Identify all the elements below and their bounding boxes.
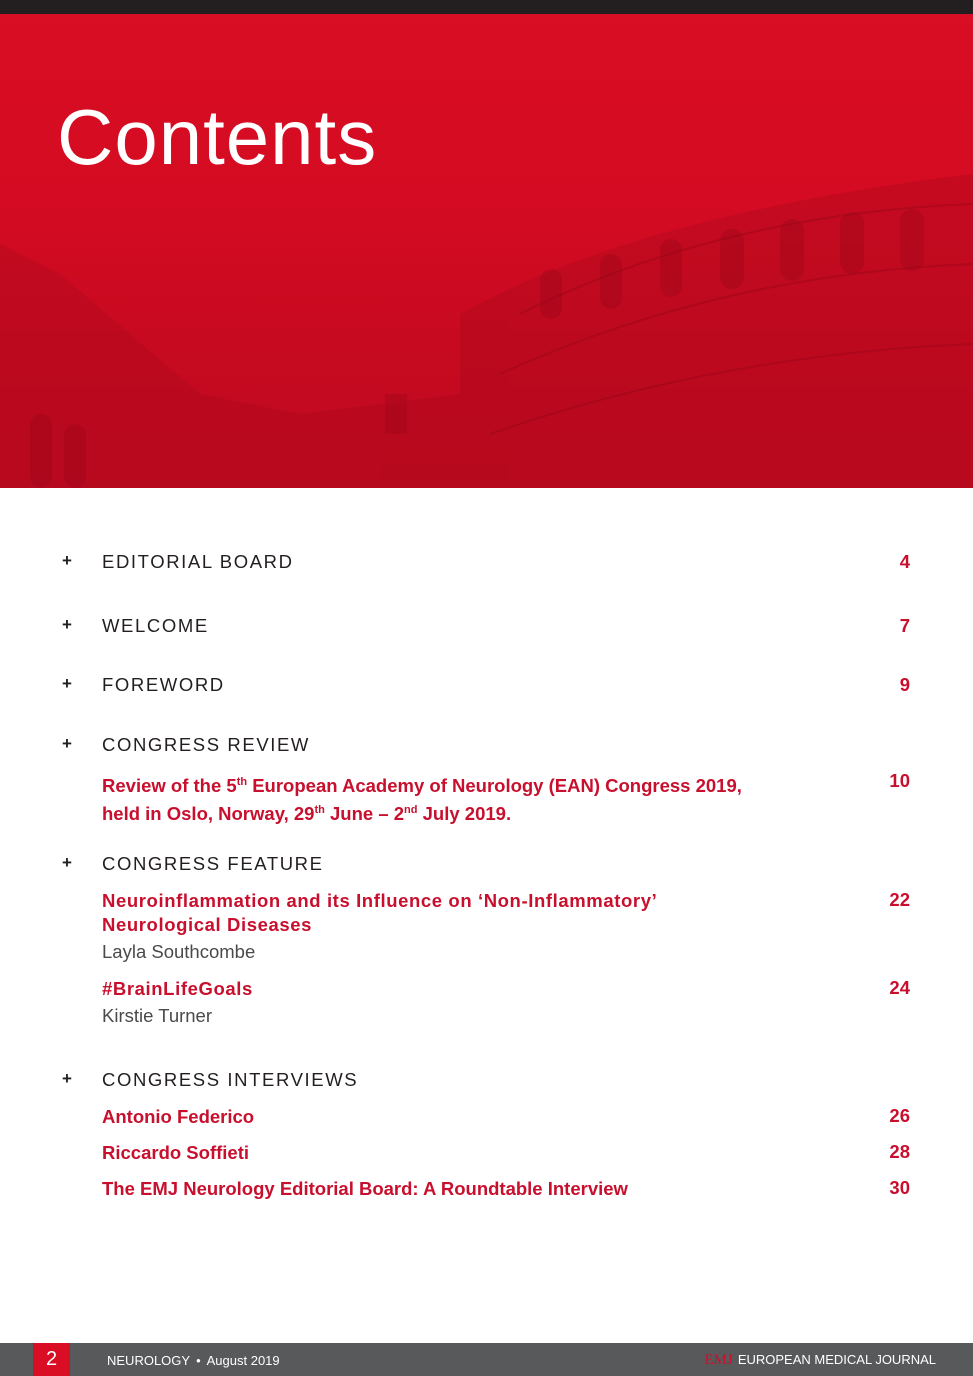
text: European Academy of Neurology (EAN) Congress 2019,	[247, 775, 742, 797]
section-label: CONGRESS REVIEW	[102, 734, 310, 755]
superscript: th	[314, 804, 325, 817]
page-number: 26	[889, 1105, 910, 1126]
section-label: EDITORIAL BOARD	[102, 551, 294, 572]
text: June – 2	[324, 803, 405, 825]
footer-section	[107, 1353, 280, 1368]
text: Review of the 5	[102, 775, 237, 797]
section-label: CONGRESS INTERVIEWS	[102, 1069, 359, 1090]
footer-journal	[704, 1352, 936, 1369]
page-number: 7	[899, 615, 910, 636]
footer-date: August 2019	[206, 1353, 280, 1368]
plus-icon: +	[62, 615, 72, 634]
building-silhouette	[0, 14, 973, 488]
page-number: 28	[889, 1141, 910, 1162]
toc-entry-neuroinflammation[interactable]: Neuroinflammation and its Influence on ‘Non-Inflammatory’ Neurological Diseases	[102, 890, 657, 935]
emj-logo: EMJ	[704, 1352, 733, 1368]
footer-separator: •	[196, 1353, 201, 1368]
plus-icon: +	[62, 734, 72, 753]
hero-banner	[0, 14, 973, 488]
superscript: th	[236, 776, 248, 788]
entry-author: Kirstie Turner	[102, 1005, 213, 1026]
plus-icon: +	[62, 551, 72, 570]
entry-author: Layla Southcombe	[102, 941, 256, 962]
section-label: CONGRESS FEATURE	[102, 853, 324, 874]
toc-entry-riccardo-soffieti[interactable]: Riccardo Soffieti	[102, 1142, 249, 1163]
entry-title-line-2	[102, 798, 842, 826]
footer-section-name: NEUROLOGY	[107, 1353, 191, 1368]
text: July 2019.	[417, 803, 512, 825]
page-number: 30	[889, 1177, 910, 1198]
superscript: nd	[404, 804, 418, 817]
plus-icon: +	[62, 853, 72, 872]
top-bar	[0, 0, 973, 14]
toc-entry-ean-review[interactable]	[102, 770, 842, 826]
entry-title-line-1	[102, 770, 842, 798]
page-number: 24	[889, 977, 910, 998]
text: held in Oslo, Norway, 29	[102, 803, 315, 825]
toc-entry-brainlifegoals[interactable]: #BrainLifeGoals	[102, 978, 253, 999]
toc-entry-roundtable[interactable]: The EMJ Neurology Editorial Board: A Roundtable Interview	[102, 1178, 628, 1199]
page-number: 4	[899, 551, 910, 572]
toc-entry-antonio-federico[interactable]: Antonio Federico	[102, 1106, 255, 1127]
plus-icon: +	[62, 1069, 72, 1088]
section-label: WELCOME	[102, 615, 209, 636]
page-title: Contents	[57, 93, 378, 181]
footer-page-number: 2	[33, 1343, 70, 1376]
section-label: FOREWORD	[102, 674, 225, 695]
page-number: 22	[889, 889, 910, 910]
plus-icon: +	[62, 674, 72, 693]
page-number: 10	[889, 770, 910, 791]
journal-name: EUROPEAN MEDICAL JOURNAL	[737, 1352, 936, 1367]
page-number: 9	[899, 674, 910, 695]
